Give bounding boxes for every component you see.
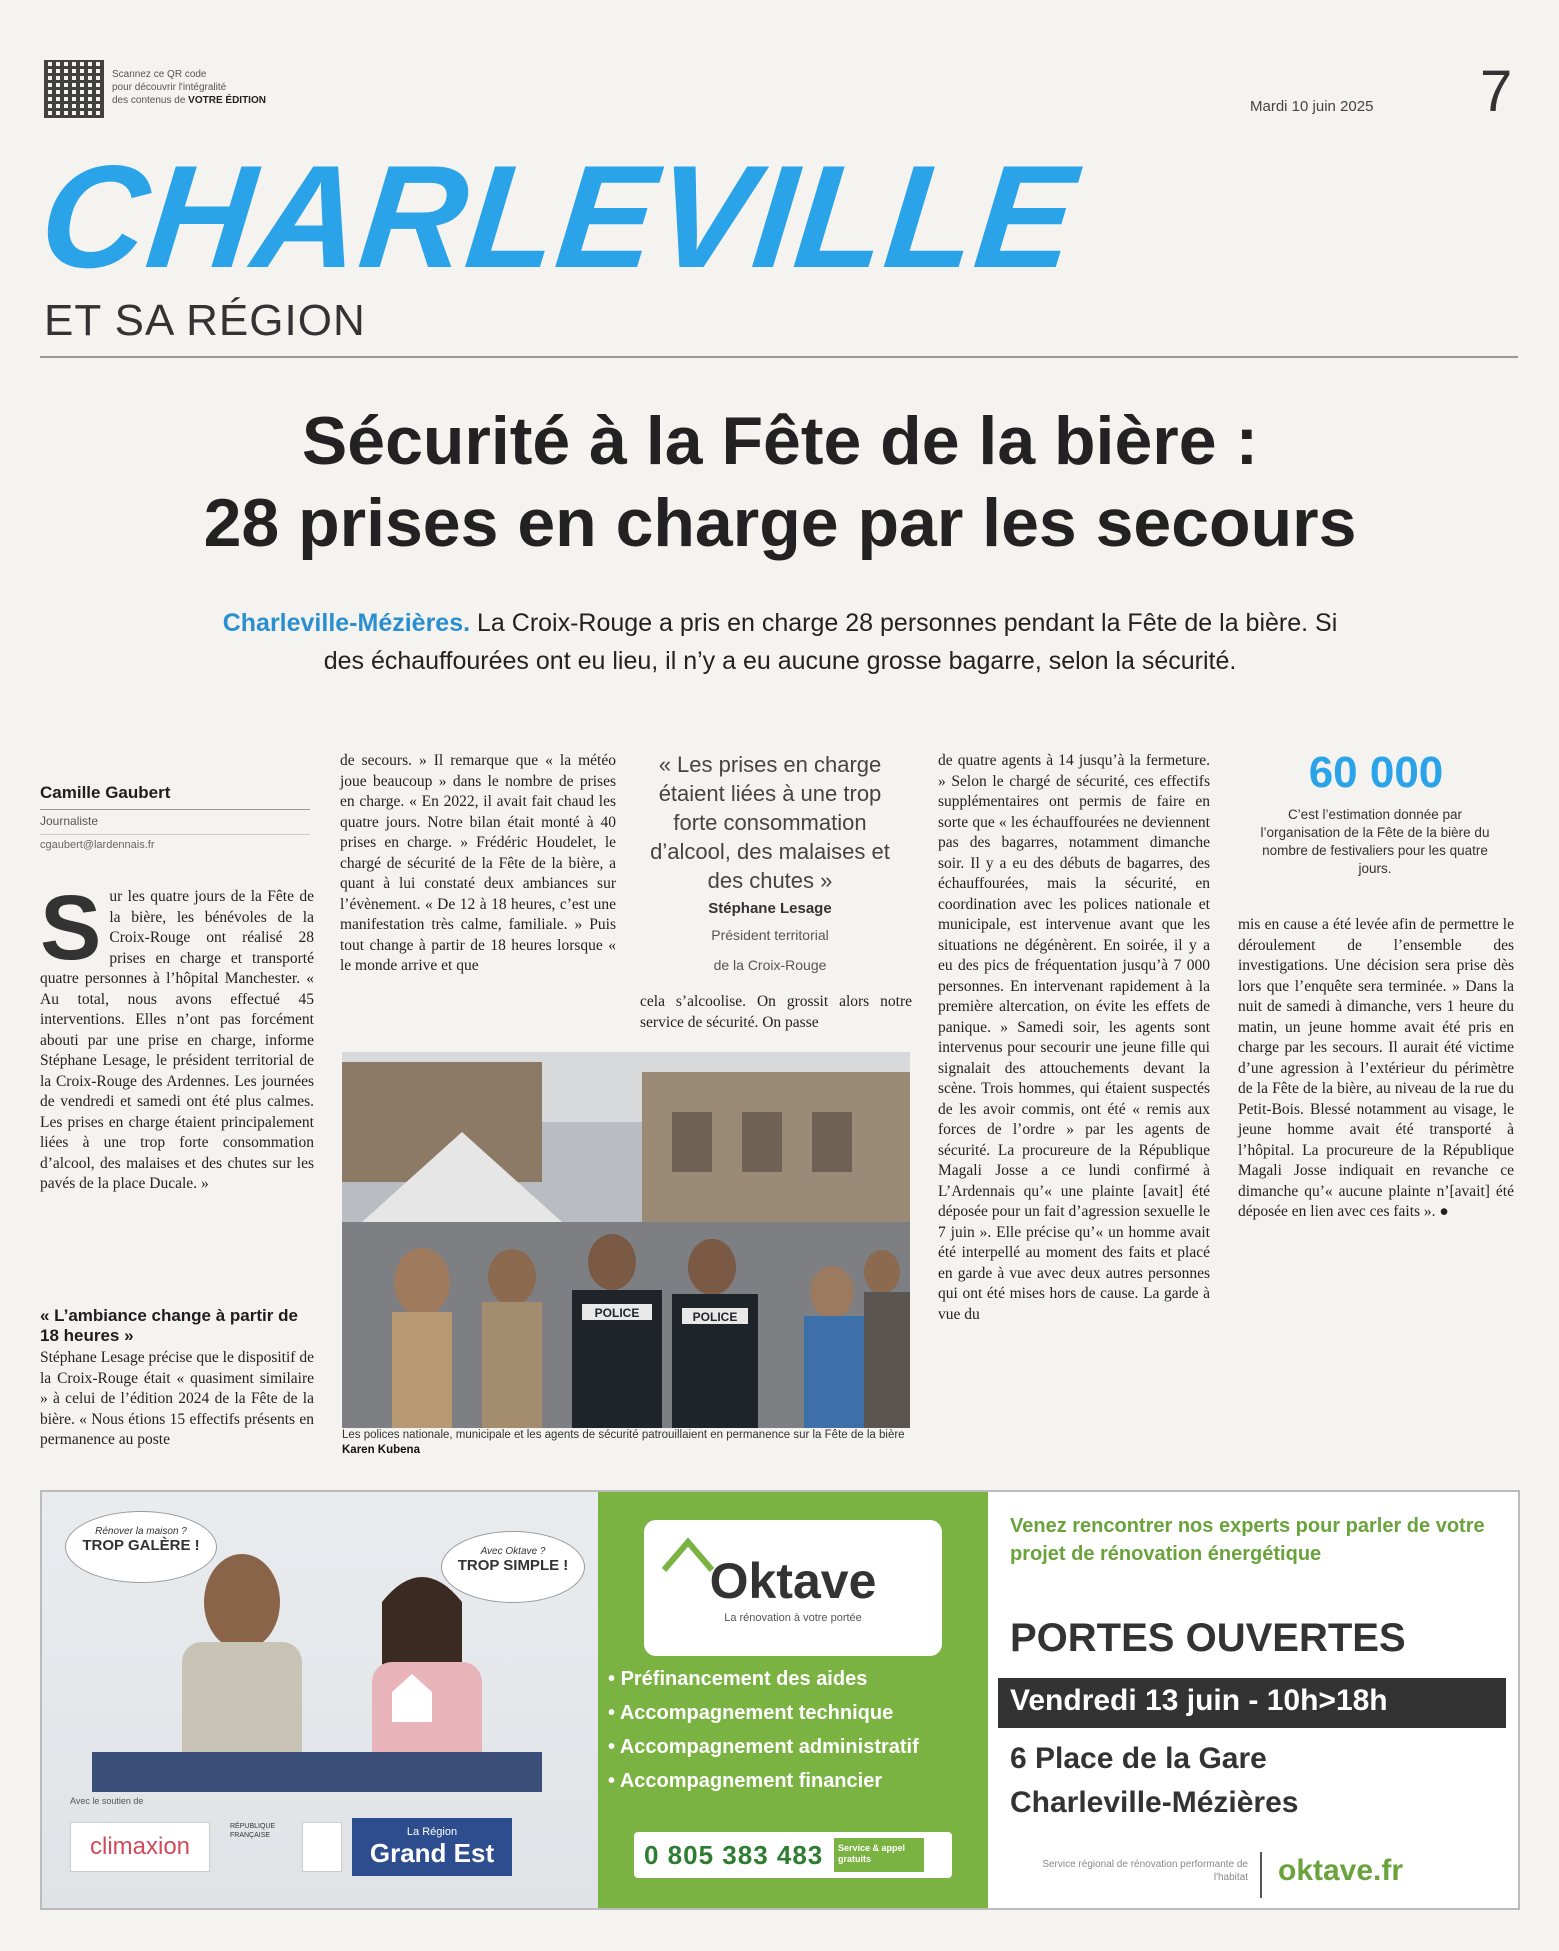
police-sign-1: POLICE xyxy=(594,1306,640,1320)
benefit-text: Accompagnement administratif xyxy=(619,1736,919,1758)
headline-line-1: Sécurité à la Fête de la bière : xyxy=(301,403,1259,479)
footer-divider xyxy=(1260,1852,1262,1898)
intro-text: La Croix-Rouge a pris en charge 28 personnes pendant la Fête de la bière. Si des échauffourées ont eu lieu, il n’y a eu aucune grosse bagarre, selon la sécurité. xyxy=(323,609,1338,675)
event-address-line-2: Charleville-Mézières xyxy=(1010,1786,1299,1819)
benefit-text: Préfinancement des aides xyxy=(620,1668,868,1690)
ad-headline: Venez rencontrer nos experts pour parler de votre projet de rénovation énergétique xyxy=(1010,1515,1485,1565)
article-column-1 xyxy=(40,877,314,1195)
article-column-5: mis en cause a été levée afin de permettre le déroulement de l’ensemble des investigations. Une décision sera prise dès lors que l’enquête sera terminée. » Dans la nuit de samedi à dimanche, vers 1 heure du matin, un jeune homme avait été pris en charge par les secours. Il aurait été victime d’une agression à l’extérieur du périmètre de la Fête de la bière, au niveau de la rue du Petit-Bois. Blessé notamment au visage, le jeune homme avait été transporté à l’hôpital. La procureure de la République Magali Josse indiquait en revanche ce dimanche qu’« aucune plainte n’[avait] été déposée en lien avec ces faits ». ● xyxy=(1238,916,1514,1220)
stat-number: 60 000 xyxy=(1308,748,1444,797)
ad-illustration-panel xyxy=(42,1492,598,1908)
quote-attribution-name: Stéphane Lesage xyxy=(708,900,832,917)
pull-quote: « Les prises en charge étaient liées à une trop forte consommation d’alcool, des malaises et des chutes » xyxy=(650,752,890,893)
speech-bubble-2 xyxy=(442,1532,584,1602)
ad-event-panel xyxy=(988,1492,1518,1908)
bubble-2-answer: TROP SIMPLE ! xyxy=(457,1557,569,1574)
service-description: Service régional de rénovation performante de l'habitat xyxy=(1042,1859,1248,1883)
qr-caption xyxy=(112,68,342,107)
drop-cap: S xyxy=(40,877,102,979)
article-photo xyxy=(342,1052,910,1428)
oktave-brand: Oktave xyxy=(709,1553,877,1609)
qr-text-line: des contenus de xyxy=(112,95,186,106)
photo-caption xyxy=(342,1428,910,1458)
section-subhead: ET SA RÉGION xyxy=(44,296,366,345)
phone-service-tag: Service & appel gratuits xyxy=(834,1838,924,1872)
benefit-text: Accompagnement financier xyxy=(619,1770,883,1792)
bubble-1-answer: TROP GALÈRE ! xyxy=(82,1537,200,1554)
article-headline xyxy=(30,400,1530,564)
oktave-logo-box xyxy=(644,1520,942,1656)
author-name: Camille Gaubert xyxy=(40,783,171,802)
phone-number[interactable]: 0 805 383 483 xyxy=(644,1840,824,1870)
benefit-item: • Préfinancement des aides xyxy=(608,1668,868,1690)
benefit-text: Accompagnement technique xyxy=(619,1702,894,1724)
photo-credit: Karen Kubena xyxy=(342,1444,420,1456)
qr-text-bold: VOTRE ÉDITION xyxy=(188,95,266,106)
climaxion-logo: climaxion xyxy=(70,1822,210,1872)
partners-label: Avec le soutien de xyxy=(70,1796,144,1806)
oktave-advertisement[interactable] xyxy=(40,1490,1520,1910)
article-subtitle: « L’ambiance change à partir de 18 heures » xyxy=(40,1306,298,1345)
qr-code[interactable] xyxy=(44,60,104,118)
article-column-3: cela s’alcoolise. On grossit alors notre service de sécurité. On passe xyxy=(640,993,912,1031)
author-email[interactable]: cgaubert@lardennais.fr xyxy=(40,834,310,851)
intro-location: Charleville-Mézières. xyxy=(222,609,471,637)
article-column-4: de quatre agents à 14 jusqu’à la fermeture. » Selon le chargé de sécurité, ces effectifs supplémentaires ont permis de faire en sorte que « les échauffourées ne deviennent pas des bagarres, notamment dimanche soir. Il y a eu des débuts de bagarres, des échauffourées, mais la sécurité, en coordination avec les polices nationale et municipale, est intervenue avant que les situations ne dégénèrent. En soirée, il y a eu des pics de fréquentation jusqu’à 7 000 personnes. En intervenant rapidement à la première altercation, on évite les effets de panique. » Samedi soir, les agents sont intervenus pour secourir une jeune fille qui signalait des attouchements devant la scène. Trois hommes, qui étaient suspectés de les avoir commis, ont été « remis aux forces de l’ordre » par les agents de sécurité. La procureure de la République Magali Josse a ce lundi confirmé à L’Ardennais qu’« une plainte [avait] été déposée pour un fait d’agression sexuelle le 7 juin ». Elle précise qu’« un homme avait été interpellé au moment des faits et placé en garde à vue avec deux autres personnes qui ont été mises hors de cause. La garde à vue du xyxy=(938,752,1210,1323)
photo-illustration xyxy=(342,1052,910,1428)
caption-text: Les polices nationale, municipale et les agents de sécurité patrouillaient en permanence sur la Fête de la bière xyxy=(342,1429,905,1441)
qr-text-line: pour découvrir l'intégralité xyxy=(112,82,227,93)
region-name: Grand Est xyxy=(369,1838,495,1868)
benefit-item: • Accompagnement administratif xyxy=(608,1736,919,1758)
benefits-list xyxy=(608,1662,978,1798)
event-title: PORTES OUVERTES xyxy=(1010,1616,1406,1660)
police-sign-2: POLICE xyxy=(692,1310,738,1324)
section-masthead: CHARLEVILLE xyxy=(33,135,1084,298)
phone-box[interactable] xyxy=(634,1832,952,1878)
quote-role-line: de la Croix-Rouge xyxy=(713,957,827,973)
grand-est-logo xyxy=(352,1818,512,1876)
republique-francaise-logo: RÉPUBLIQUE FRANÇAISE xyxy=(230,1823,276,1839)
bubble-1-question: Rénover la maison ? xyxy=(95,1526,187,1537)
author-block xyxy=(40,783,310,851)
bubble-2-question: Avec Oktave ? xyxy=(480,1546,546,1557)
header-divider xyxy=(40,356,1518,358)
article-intro xyxy=(200,604,1360,680)
speech-bubble-1 xyxy=(66,1512,216,1582)
article-column-1b: Stéphane Lesage précise que le dispositif de la Croix-Rouge était « quasiment similaire » à celui de l’édition 2024 de la Fête de la bière. « Nous étions 15 effectifs présents en permanence au poste xyxy=(40,1349,314,1448)
benefit-item: • Accompagnement technique xyxy=(608,1702,894,1724)
qr-text-line: Scannez ce QR code xyxy=(112,69,207,80)
quote-attribution-role xyxy=(640,920,900,980)
oktave-tagline: La rénovation à votre portée xyxy=(724,1612,862,1624)
author-role: Journaliste xyxy=(40,809,310,828)
page-number: 7 xyxy=(1480,59,1513,124)
event-date-banner: Vendredi 13 juin - 10h>18h xyxy=(998,1678,1506,1728)
oktave-website-link[interactable]: oktave.fr xyxy=(1278,1854,1404,1887)
ademe-logo xyxy=(302,1822,342,1872)
ad-benefits-panel xyxy=(598,1492,988,1908)
headline-line-2: 28 prises en charge par les secours xyxy=(203,485,1357,561)
article-column-2: de secours. » Il remarque que « la météo joue beaucoup » dans le nombre de prises en charge. « En 2022, il avait fait chaud les quatre jours. Notre bilan était monté à 40 prises en charge. » Frédéric Houdelet, le chargé de sécurité de la Fête de la bière, a quant à lui constaté deux ambiances sur l’évènement. « De 12 à 18 heures, c’est une manifestation très calme, familiale. » Puis tout change à partir de 18 heures lorsque « le monde arrive et que xyxy=(340,752,616,974)
column-1-text: ur les quatre jours de la Fête de la bière, les bénévoles de la Croix-Rouge ont réalisé 28 prises en charge et transporté quatre personnes à l’hôpital Manchester. « Au total, nous avons effectué 45 interventions. Elles n’ont pas forcément abouti par une prise en charge, informe Stéphane Lesage, le président territorial de la Croix-Rouge des Ardennes. Les journées de vendredi et samedi ont été plus calmes. Les prises en charge étaient principalement liées à une trop forte consommation d’alcool, des malaises et des chutes sur les pavés de la place Ducale. » xyxy=(40,888,314,1192)
region-label: La Région xyxy=(406,1826,458,1838)
stat-description: C’est l’estimation donnée par l’organisation de la Fête de la bière du nombre de festivaliers pour les quatre jours. xyxy=(1260,807,1490,876)
quote-role-line: Président territorial xyxy=(711,927,829,943)
event-address-line-1: 6 Place de la Gare xyxy=(1010,1742,1267,1775)
issue-date: Mardi 10 juin 2025 xyxy=(1250,98,1374,115)
benefit-item: • Accompagnement financier xyxy=(608,1770,883,1792)
